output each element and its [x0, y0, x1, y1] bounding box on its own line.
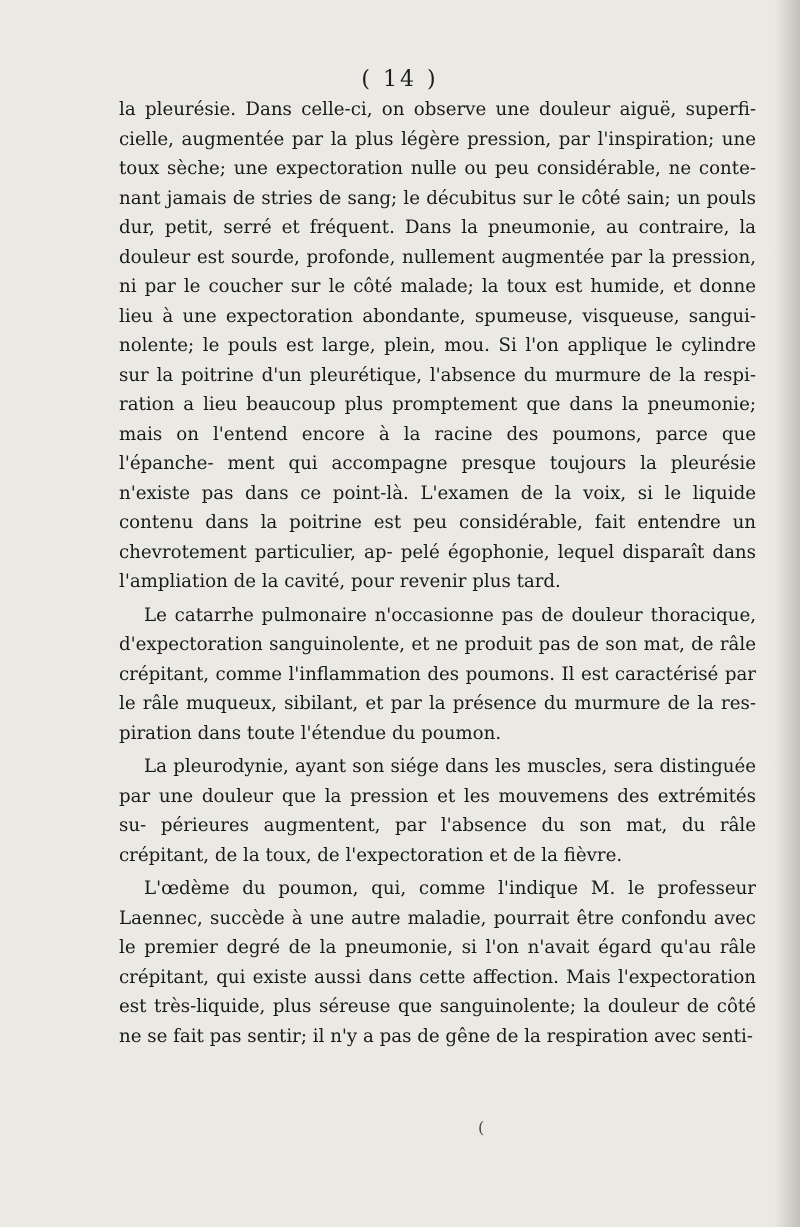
paragraph-catarrhe — [119, 601, 756, 749]
text-line: périeures augmentent, par l'absence du son mat, du râle crépitant, — [119, 815, 756, 866]
text-line: le râle muqueux, sibilant, et par la présence du murmure de la res- — [119, 693, 756, 714]
text-line: de la toux, de l'expectoration et de la fièvre. — [214, 844, 623, 866]
text-line: cielle, augmentée par la plus légère pression, par l'inspiration; une — [119, 128, 756, 150]
text-line: douleur est sourde, profonde, nullement augmentée par la pression, — [119, 246, 756, 268]
page-number: ( 14 ) — [361, 67, 439, 92]
paragraph-continuation — [119, 95, 756, 597]
text-line: le premier degré de la pneumonie, si l'on n'avait égard qu'au râle — [119, 937, 756, 958]
text-line: ni par le coucher sur le côté malade; la toux est humide, et donne — [119, 276, 756, 297]
text-line: ration a lieu beaucoup plus promptement que dans la pneumonie; — [119, 394, 756, 415]
text-line: revenir plus tard. — [399, 571, 561, 592]
paragraph-pleurodynie — [119, 752, 756, 870]
text-line: se fait pas sentir; il n'y a pas de gêne de la respiration avec senti- — [147, 1025, 753, 1047]
text-line: Laennec, succède à une autre maladie, pourrait être confondu avec — [119, 907, 756, 929]
stray-print-mark: ( — [478, 1118, 485, 1137]
paragraph-oedeme — [119, 874, 756, 1051]
text-line: la pleurésie. Dans celle-ci, on observe une douleur aiguë, superfi- — [119, 99, 756, 120]
text-line: mais on l'entend encore à la racine des poumons, parce que l'épanche- — [119, 423, 756, 474]
text-line: crépitant, comme l'inflammation des poumons. Il est caractérisé par — [119, 663, 756, 685]
text-line: dur, petit, serré et fréquent. Dans la pneumonie, au contraire, la — [119, 217, 756, 238]
body-text — [119, 95, 756, 1051]
text-line: Le catarrhe pulmonaire n'occasionne pas de douleur thoracique, — [144, 604, 756, 626]
text-line: sur la poitrine d'un pleurétique, l'absence du murmure de la respi- — [119, 364, 756, 386]
text-line: L'œdème du poumon, qui, comme l'indique M. le professeur — [144, 878, 756, 899]
text-line: La pleurodynie, ayant son siége dans les muscles, sera distinguée — [144, 756, 756, 777]
text-line: toux sèche; une expectoration nulle ou peu considérable, ne conte- — [119, 158, 756, 179]
text-line: crépitant, qui existe aussi dans cette affection. Mais l'expectoration est — [119, 966, 756, 1017]
text-line: lieu à une expectoration abondante, spumeuse, visqueuse, sangui- — [119, 305, 756, 327]
text-line: piration dans toute l'étendue du poumon. — [119, 722, 502, 744]
page-edge-shadow — [774, 0, 800, 1227]
text-line: par une douleur que la pression et les mouvemens des extrémités su- — [119, 785, 756, 836]
text-line: ment qui accompagne presque toujours la pleurésie n'existe pas dans — [119, 453, 756, 504]
text-line: d'expectoration sanguinolente, et ne produit pas de son mat, de râle — [119, 634, 756, 655]
text-line: pelé égophonie, lequel disparaît dans l'ampliation de la cavité, pour — [119, 541, 756, 592]
text-line: nolente; le pouls est large, plein, mou. Si l'on applique le cylindre — [119, 335, 756, 356]
text-line: est peu considérable, fait entendre un chevrotement particulier, ap- — [119, 512, 756, 563]
text-line: ce point-là. L'examen de la voix, si le liquide contenu dans la poitrine — [119, 482, 756, 533]
text-line: très-liquide, plus séreuse que sanguinolente; la douleur de côté ne — [119, 996, 756, 1047]
text-line: nant jamais de stries de sang; le décubitus sur le côté sain; un pouls — [119, 187, 756, 209]
